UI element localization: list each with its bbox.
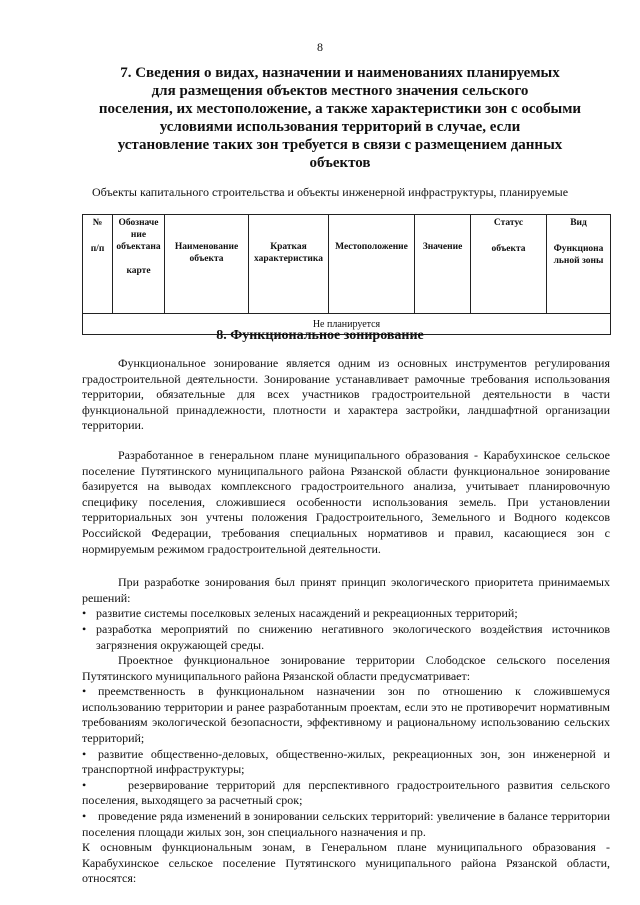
- header-text: Обозначе: [118, 218, 159, 228]
- header-text: характеристика: [254, 254, 323, 264]
- list-item: [82, 778, 610, 809]
- header-text: Статус: [493, 218, 524, 228]
- section-7-title: [70, 64, 610, 172]
- paragraph-project-zoning: Проектное функциональное зонирование территории Слободское сельского поселения Путятинского муниципального района Рязанской области предусматривает:: [82, 653, 610, 683]
- header-spacer: [548, 229, 609, 243]
- header-text: №: [92, 218, 103, 228]
- section-7-intro: Объекты капитального строительства и объекты инженерной инфраструктуры, планируемые: [92, 185, 569, 199]
- bullet-icon: •: [82, 606, 87, 621]
- list-item: [82, 684, 610, 746]
- table-header-row: [83, 215, 611, 314]
- section-7-title-line: поселения, их местоположение, а также характеристики зон с особыми: [98, 101, 582, 117]
- header-brief-characteristic: [249, 215, 329, 314]
- page-number: 8: [317, 40, 323, 54]
- header-object-name: [165, 215, 249, 314]
- header-text: ние: [130, 230, 147, 240]
- paragraph-main-zones: К основным функциональным зонам, в Генеральном плане муниципального образования - Карабухинское сельское поселение Путятинского муниципального района Рязанской области, относятся:: [82, 840, 610, 886]
- header-object-status: [471, 215, 547, 314]
- header-text: Наименование: [174, 242, 239, 252]
- bullet-icon: •: [82, 746, 87, 761]
- header-value: [415, 215, 471, 314]
- header-text: Функциона: [553, 244, 604, 254]
- paragraph-zoning-basis: Разработанное в генеральном плане муниципального образования - Карабухинское сельское поселение Путятинского муниципального района Рязанской области функциональное зонирование базируется на выводах комплексного градостроительного анализа, учитывает планировочную специфику поселения, сложившиеся особенности использования земель. При установлении территориальных зон учтены положения Градостроительного, Земельного и Водного кодексов Российской Федерации, требования специальных нормативов и правил, касающиеся зон с нормируемым режимом градостроительной деятельности.: [82, 447, 610, 556]
- list-item: [82, 747, 610, 778]
- header-text: Вид: [570, 218, 587, 228]
- section-8-title: 8. Функциональное зонирование: [216, 328, 424, 343]
- bullet-icon: •: [82, 809, 87, 824]
- header-text: объекта: [491, 244, 526, 254]
- header-spacer: [472, 229, 545, 243]
- section-7-title-line: 7. Сведения о видах, назначении и наименованиях планируемых: [120, 65, 560, 81]
- list-item-text: развитие общественно-деловых, общественно-жилых, рекреационных зон, зон инженерной и транспортной инфраструктуры;: [82, 746, 610, 777]
- header-text: льной зоны: [553, 256, 604, 266]
- header-spacer: [84, 229, 111, 243]
- bullet-icon: •: [82, 621, 87, 636]
- list-item-text: проведение ряда изменений в зонировании сельских территорий: увеличение в балансе территории поселения площади жилых зон, зон специального назначения и пр.: [82, 809, 610, 839]
- ecological-measures-list: [82, 606, 610, 653]
- bullet-icon: •: [82, 777, 87, 792]
- paragraph-zoning-definition: Функциональное зонирование является одним из основных инструментов регулирования градостроительной деятельности. Зонирование устанавливает рамочные требования использования территории, обязательные для всех участников градостроительной деятельности в части функциональной принадлежности, плотности и характера застройки, ландшафтной организации территории.: [82, 356, 610, 433]
- header-location: [329, 215, 415, 314]
- header-text: карте: [126, 266, 151, 276]
- section-7-title-line: условиями использования территорий в случае, если: [159, 119, 521, 135]
- header-number: [83, 215, 113, 314]
- header-text: Краткая: [270, 242, 307, 252]
- section-7-title-line: установление таких зон требуется в связи с размещением данных: [117, 137, 563, 153]
- bullet-icon: •: [82, 684, 87, 699]
- list-item-text: разработка мероприятий по снижению негативного экологического воздействия источников загрязнения окружающей среды.: [96, 621, 610, 652]
- header-designation: [113, 215, 165, 314]
- header-text: [114, 253, 163, 265]
- list-item-text: развитие системы поселковых зеленых насаждений и рекреационных территорий;: [96, 606, 518, 621]
- list-item: [82, 622, 610, 653]
- header-text: объекта: [189, 254, 224, 264]
- paragraph-ecological-priority: При разработке зонирования был принят принцип экологического приоритета принимаемых решений:: [82, 575, 610, 605]
- header-text: объектана: [116, 242, 161, 252]
- header-text: п/п: [90, 244, 105, 254]
- project-zoning-list: [82, 684, 610, 840]
- header-text: Значение: [422, 242, 463, 252]
- header-zone-type: [547, 215, 611, 314]
- section-7-title-line: для размещения объектов местного значения сельского: [151, 83, 529, 99]
- list-item-text: резервирование территорий для перспективного градостроительного развития сельского поселения, выходящего за расчетный срок;: [82, 777, 610, 808]
- list-item: [82, 809, 610, 840]
- section-7-title-line: объектов: [309, 155, 371, 171]
- section-8-body: [82, 356, 610, 887]
- list-item-text: преемственность в функциональном назначении зон по отношению к сложившемуся использованию территории и ранее разработанным проектам, если это не противоречит нормативным требованиям экологической безопасности, эффективному и рациональному использованию сельских территорий;: [82, 684, 610, 746]
- header-text: Местоположение: [335, 242, 408, 252]
- list-item: [82, 606, 610, 622]
- not-planned-cell: Не планируется: [83, 314, 611, 335]
- planned-objects-table: [82, 214, 611, 335]
